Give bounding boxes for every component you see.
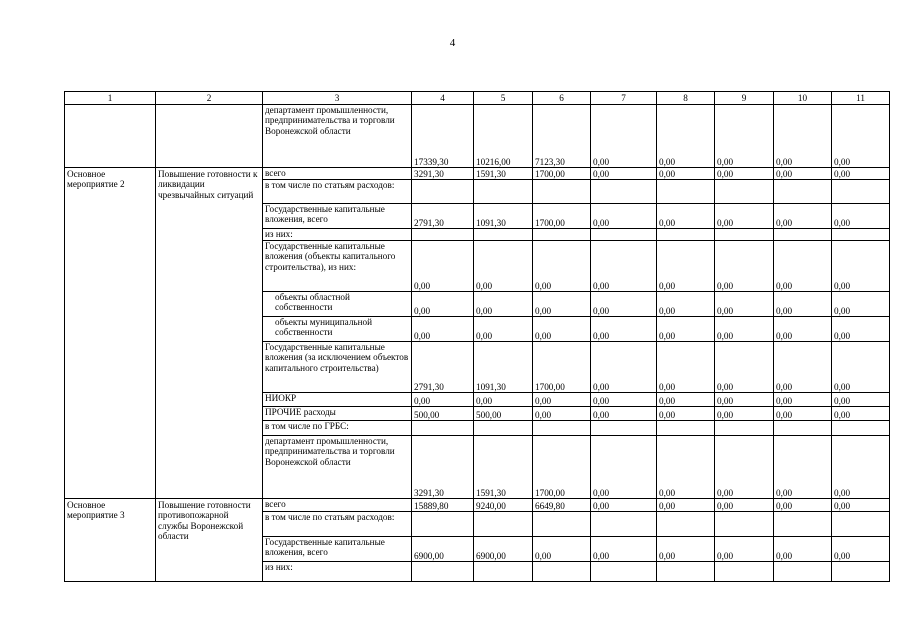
value-cell — [533, 229, 591, 241]
value-cell: 1591,30 — [474, 168, 533, 180]
value-cell: 6649,80 — [533, 499, 591, 512]
value-cell — [657, 562, 715, 582]
value-cell: 0,00 — [412, 292, 474, 317]
value-cell: 10216,00 — [474, 105, 533, 168]
value-cell — [533, 562, 591, 582]
expense-item: из них: — [263, 562, 412, 582]
value-cell: 0,00 — [533, 537, 591, 562]
value-cell: 0,00 — [774, 292, 832, 317]
value-cell: 0,00 — [715, 317, 774, 342]
value-cell: 15889,80 — [412, 499, 474, 512]
value-cell: 0,00 — [774, 168, 832, 180]
value-cell: 0,00 — [832, 393, 890, 407]
value-cell — [657, 180, 715, 204]
value-cell — [412, 421, 474, 436]
value-cell: 0,00 — [533, 317, 591, 342]
value-cell — [591, 512, 657, 537]
column-header: 4 — [412, 92, 474, 105]
value-cell — [474, 180, 533, 204]
value-cell: 0,00 — [657, 537, 715, 562]
value-cell: 0,00 — [657, 407, 715, 421]
value-cell: 0,00 — [832, 204, 890, 229]
event-label: Основное мероприятие 2 — [65, 168, 156, 499]
value-cell: 0,00 — [657, 436, 715, 499]
value-cell — [657, 229, 715, 241]
value-cell: 0,00 — [715, 407, 774, 421]
value-cell: 0,00 — [774, 436, 832, 499]
header-row — [65, 92, 890, 105]
value-cell: 0,00 — [591, 241, 657, 292]
value-cell: 0,00 — [533, 292, 591, 317]
column-header: 1 — [65, 92, 156, 105]
value-cell: 0,00 — [412, 393, 474, 407]
value-cell — [474, 562, 533, 582]
expense-item: объекты областной собственности — [263, 292, 412, 317]
value-cell — [591, 562, 657, 582]
value-cell: 0,00 — [832, 499, 890, 512]
value-cell: 0,00 — [474, 292, 533, 317]
value-cell — [715, 229, 774, 241]
value-cell: 0,00 — [474, 393, 533, 407]
expense-item: НИОКР — [263, 393, 412, 407]
value-cell: 0,00 — [715, 204, 774, 229]
expense-item: объекты муниципальной собственности — [263, 317, 412, 342]
value-cell: 500,00 — [474, 407, 533, 421]
value-cell: 0,00 — [715, 436, 774, 499]
value-cell: 0,00 — [591, 499, 657, 512]
value-cell: 7123,30 — [533, 105, 591, 168]
value-cell: 1091,30 — [474, 342, 533, 393]
value-cell: 0,00 — [774, 317, 832, 342]
value-cell: 0,00 — [657, 168, 715, 180]
value-cell: 0,00 — [657, 317, 715, 342]
value-cell — [657, 512, 715, 537]
value-cell: 0,00 — [774, 342, 832, 393]
value-cell: 0,00 — [591, 393, 657, 407]
value-cell: 0,00 — [832, 317, 890, 342]
value-cell — [832, 229, 890, 241]
value-cell: 0,00 — [591, 436, 657, 499]
value-cell — [533, 512, 591, 537]
value-cell — [474, 229, 533, 241]
value-cell: 0,00 — [591, 317, 657, 342]
expense-item: в том числе по статьям расходов: — [263, 180, 412, 204]
value-cell: 0,00 — [774, 499, 832, 512]
value-cell: 0,00 — [591, 204, 657, 229]
column-header: 7 — [591, 92, 657, 105]
value-cell: 3291,30 — [412, 436, 474, 499]
value-cell: 17339,30 — [412, 105, 474, 168]
value-cell: 0,00 — [715, 168, 774, 180]
column-header: 3 — [263, 92, 412, 105]
value-cell: 0,00 — [657, 393, 715, 407]
event-name-cell — [156, 105, 263, 168]
value-cell — [533, 421, 591, 436]
table-row — [65, 168, 890, 180]
value-cell: 2791,30 — [412, 204, 474, 229]
column-header: 10 — [774, 92, 832, 105]
value-cell: 0,00 — [774, 241, 832, 292]
value-cell — [533, 180, 591, 204]
value-cell: 1091,30 — [474, 204, 533, 229]
value-cell: 0,00 — [657, 105, 715, 168]
value-cell: 1700,00 — [533, 204, 591, 229]
value-cell — [832, 562, 890, 582]
value-cell: 0,00 — [715, 342, 774, 393]
value-cell: 0,00 — [832, 241, 890, 292]
expense-item: Государственные капитальные вложения (за исключением объектов капитального строительства) — [263, 342, 412, 393]
column-header: 5 — [474, 92, 533, 105]
value-cell: 0,00 — [715, 393, 774, 407]
expense-item: департамент промышленности, предпринимательства и торговли Воронежской области — [263, 105, 412, 168]
value-cell — [774, 512, 832, 537]
event-label: Основное мероприятие 3 — [65, 499, 156, 582]
value-cell — [715, 421, 774, 436]
value-cell — [412, 229, 474, 241]
value-cell: 0,00 — [474, 317, 533, 342]
expense-item: всего — [263, 499, 412, 512]
value-cell: 0,00 — [715, 499, 774, 512]
value-cell — [715, 180, 774, 204]
value-cell — [832, 421, 890, 436]
value-cell — [832, 180, 890, 204]
value-cell: 1700,00 — [533, 436, 591, 499]
value-cell — [657, 421, 715, 436]
value-cell: 0,00 — [533, 407, 591, 421]
value-cell: 3291,30 — [412, 168, 474, 180]
value-cell: 0,00 — [591, 105, 657, 168]
value-cell: 0,00 — [533, 393, 591, 407]
value-cell: 0,00 — [591, 342, 657, 393]
value-cell — [591, 421, 657, 436]
value-cell: 0,00 — [591, 168, 657, 180]
value-cell: 6900,00 — [412, 537, 474, 562]
value-cell: 0,00 — [715, 292, 774, 317]
value-cell: 0,00 — [832, 105, 890, 168]
column-header: 2 — [156, 92, 263, 105]
value-cell: 0,00 — [715, 105, 774, 168]
value-cell: 0,00 — [832, 436, 890, 499]
value-cell: 0,00 — [474, 241, 533, 292]
expense-item: всего — [263, 168, 412, 180]
value-cell — [412, 512, 474, 537]
value-cell — [774, 421, 832, 436]
event-name: Повышение готовности к ликвидации чрезвычайных ситуаций — [156, 168, 263, 499]
value-cell: 500,00 — [412, 407, 474, 421]
value-cell: 0,00 — [533, 241, 591, 292]
value-cell — [412, 180, 474, 204]
value-cell: 0,00 — [832, 342, 890, 393]
value-cell: 0,00 — [774, 393, 832, 407]
value-cell: 0,00 — [832, 537, 890, 562]
expense-item: департамент промышленности, предпринимательства и торговли Воронежской области — [263, 436, 412, 499]
value-cell: 0,00 — [591, 537, 657, 562]
value-cell: 2791,30 — [412, 342, 474, 393]
value-cell: 0,00 — [774, 105, 832, 168]
column-header: 9 — [715, 92, 774, 105]
expense-item: Государственные капитальные вложения (объекты капитального строительства), из них: — [263, 241, 412, 292]
value-cell: 0,00 — [832, 407, 890, 421]
event-name: Повышение готовности противопожарной службы Воронежской области — [156, 499, 263, 582]
event-cell — [65, 105, 156, 168]
value-cell: 0,00 — [412, 241, 474, 292]
table-row — [65, 105, 890, 168]
value-cell — [591, 229, 657, 241]
value-cell: 0,00 — [657, 499, 715, 512]
expense-item: в том числе по статьям расходов: — [263, 512, 412, 537]
value-cell: 0,00 — [591, 292, 657, 317]
value-cell — [774, 562, 832, 582]
value-cell: 0,00 — [774, 537, 832, 562]
value-cell: 0,00 — [774, 204, 832, 229]
page-number: 4 — [449, 37, 456, 49]
value-cell — [474, 421, 533, 436]
value-cell — [832, 512, 890, 537]
value-cell — [412, 562, 474, 582]
column-header: 6 — [533, 92, 591, 105]
table-row — [65, 499, 890, 512]
value-cell: 1591,30 — [474, 436, 533, 499]
value-cell — [715, 512, 774, 537]
value-cell: 0,00 — [657, 204, 715, 229]
value-cell: 0,00 — [774, 407, 832, 421]
value-cell: 6900,00 — [474, 537, 533, 562]
value-cell: 0,00 — [657, 292, 715, 317]
budget-table — [64, 91, 890, 582]
value-cell — [774, 180, 832, 204]
value-cell: 9240,00 — [474, 499, 533, 512]
expense-item: из них: — [263, 229, 412, 241]
value-cell — [474, 512, 533, 537]
value-cell — [591, 180, 657, 204]
value-cell: 0,00 — [832, 168, 890, 180]
column-header: 11 — [832, 92, 890, 105]
value-cell — [715, 562, 774, 582]
value-cell: 0,00 — [715, 241, 774, 292]
value-cell: 0,00 — [657, 342, 715, 393]
value-cell — [774, 229, 832, 241]
value-cell: 0,00 — [412, 317, 474, 342]
expense-item: ПРОЧИЕ расходы — [263, 407, 412, 421]
value-cell: 0,00 — [715, 537, 774, 562]
value-cell: 1700,00 — [533, 342, 591, 393]
value-cell: 1700,00 — [533, 168, 591, 180]
value-cell: 0,00 — [657, 241, 715, 292]
expense-item: Государственные капитальные вложения, всего — [263, 204, 412, 229]
expense-item: в том числе по ГРБС: — [263, 421, 412, 436]
expense-item: Государственные капитальные вложения, всего — [263, 537, 412, 562]
value-cell: 0,00 — [832, 292, 890, 317]
value-cell: 0,00 — [591, 407, 657, 421]
column-header: 8 — [657, 92, 715, 105]
